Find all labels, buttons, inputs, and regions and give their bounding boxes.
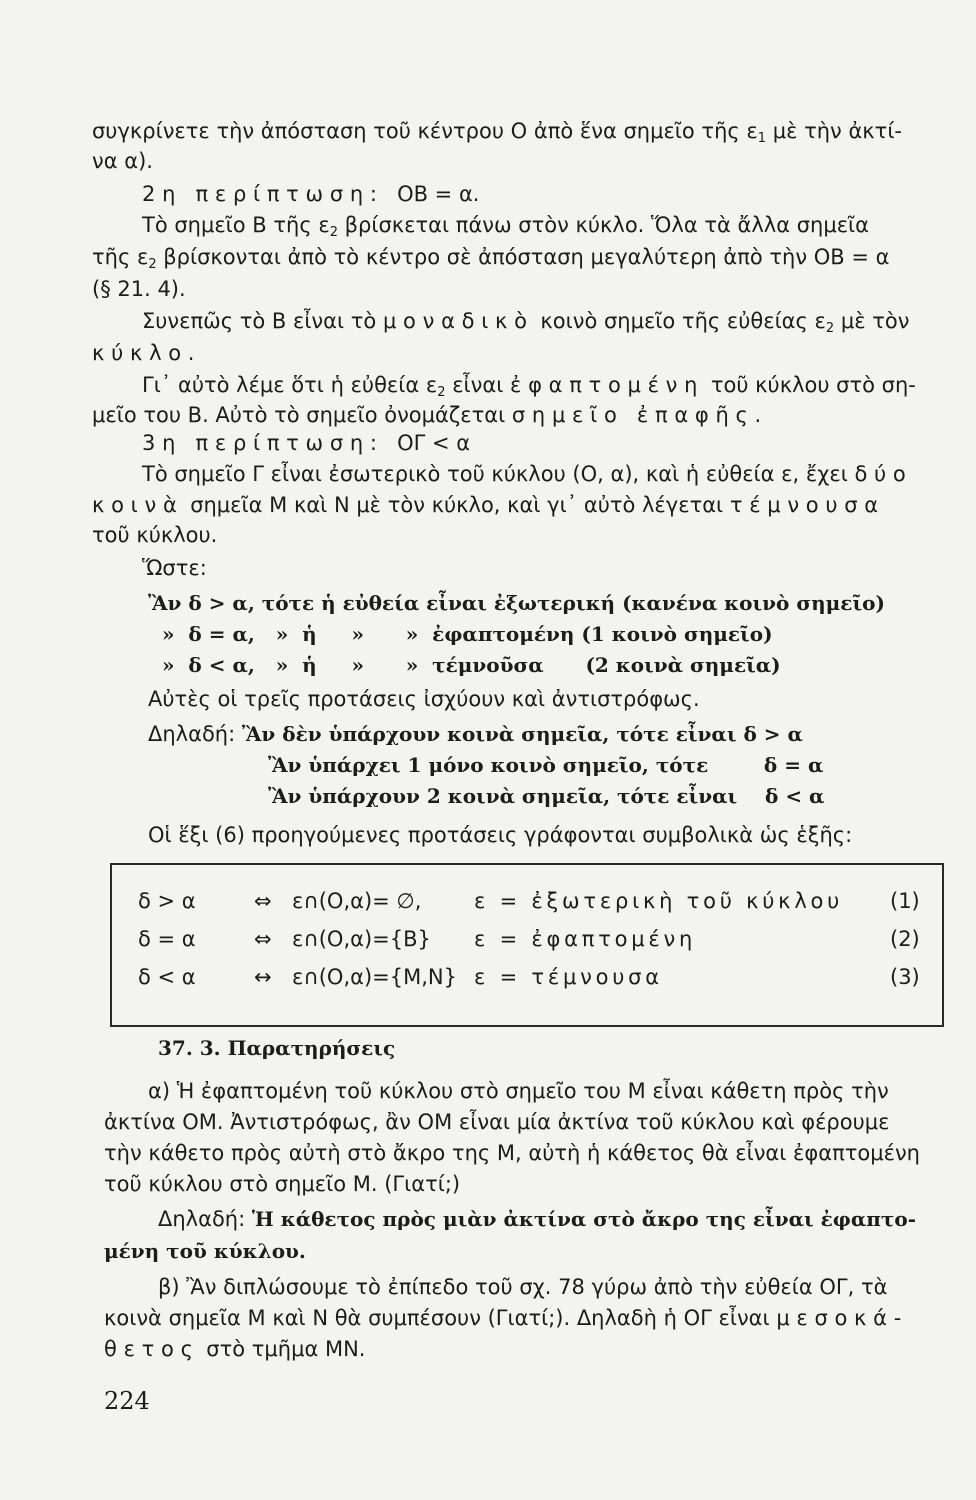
text-line: β) Ἂν διπλώσουμε τὸ ἐπίπεδο τοῦ σχ. 78 γύρω ἀπὸ τὴν εὐθεία ΟΓ, τὰ bbox=[158, 1275, 888, 1299]
text-line: να α). bbox=[92, 149, 153, 173]
page-number: 224 bbox=[104, 1387, 150, 1415]
text-line: μεῖο του Β. Αὐτὸ τὸ σημεῖο ὀνομάζεται σημεῖο ἐπαφῆς. bbox=[92, 403, 768, 427]
text-line: μένη τοῦ κύκλου. bbox=[104, 1239, 306, 1263]
rule-line: » δ = α, » ἡ » » ἐφαπτομένη (1 κοινὸ σημεῖο) bbox=[162, 622, 773, 646]
box-row: δ < α ↔ ε∩(Ο,α)={Μ,Ν} ε = τέμνουσα (3) bbox=[138, 965, 920, 989]
text-line: α) Ἡ ἐφαπτομένη τοῦ κύκλου στὸ σημεῖο του Μ εἶναι κάθετη πρὸς τὴν bbox=[148, 1079, 889, 1103]
text-line: κοινὰ σημεῖα Μ καὶ Ν θὰ συμπέσουν (Γιατί;). Δηλαδὴ ἡ ΟΓ εἶναι μεσοκά- bbox=[104, 1306, 909, 1330]
text-line: Γι᾽ αὐτὸ λέμε ὅτι ἡ εὐθεία $\varepsilon_2$ εἶναι ἐφαπτομένη τοῦ κύκλου στὸ ση- bbox=[142, 373, 916, 400]
text-line: τοῦ κύκλου στὸ σημεῖο Μ. (Γιατί;) bbox=[104, 1172, 461, 1196]
text-line: τὴν κάθετο πρὸς αὐτὴ στὸ ἄκρο της Μ, αὐτὴ ἡ κάθετος θὰ εἶναι ἐφαπτομένη bbox=[104, 1141, 920, 1165]
text-line: τοῦ κύκλου. bbox=[92, 523, 218, 547]
case2-heading: 2η περίπτωση: ΟΒ = α. bbox=[142, 182, 480, 206]
text-line: ἀκτίνα ΟΜ. Ἀντιστρόφως, ἂν ΟΜ εἶναι μία ἀκτίνα τοῦ κύκλου καὶ φέρουμε bbox=[104, 1110, 890, 1134]
text-line: Αὐτὲς οἱ τρεῖς προτάσεις ἰσχύουν καὶ ἀντιστρόφως. bbox=[148, 687, 700, 711]
text-line: Τὸ σημεῖο Β τῆς $\varepsilon_2$ βρίσκεται πάνω στὸν κύκλο. Ὅλα τὰ ἄλλα σημεῖα bbox=[142, 213, 869, 240]
section-heading: 37. 3. Παρατηρήσεις bbox=[158, 1036, 396, 1060]
text-line: κοινὰ σημεῖα Μ καὶ Ν μὲ τὸν κύκλο, καὶ γι᾽ αὐτὸ λέγεται τέμνουσα bbox=[92, 493, 885, 517]
box-row: δ > α ⇔ ε∩(Ο,α)= ∅, ε = ἐξωτερικὴ τοῦ κύκλου (1) bbox=[112, 881, 942, 921]
text-line: θετος στὸ τμῆμα ΜΝ. bbox=[104, 1337, 366, 1361]
box-desc: ε = ἐξωτερικὴ τοῦ κύκλου bbox=[474, 889, 844, 913]
text-line: Τὸ σημεῖο Γ εἶναι ἐσωτερικὸ τοῦ κύκλου (Ο, α), καὶ ἡ εὐθεία ε, ἔχει δύο bbox=[142, 462, 913, 486]
text-line: Οἱ ἕξι (6) προηγούμενες προτάσεις γράφονται συμβολικὰ ὡς ἑξῆς: bbox=[148, 823, 853, 847]
text-line: συγκρίνετε τὴν ἀπόσταση τοῦ κέντρου Ο ἀπὸ ἕνα σημεῖο τῆς $\varepsilon_1$ μὲ τὴν ἀκτί- bbox=[92, 119, 902, 146]
namely-line: Ἂν ὑπάρχει 1 μόνο κοινὸ σημεῖο, τότε δ = α bbox=[268, 753, 824, 777]
symbolic-summary-box bbox=[110, 863, 944, 1027]
text-line: Δηλαδή: Ἡ κάθετος πρὸς μιὰν ἀκτίνα στὸ ἄκρο της εἶναι ἐφαπτο- bbox=[158, 1207, 916, 1231]
rule-line: Ἂν δ > α, τότε ἡ εὐθεία εἶναι ἐξωτερική (κανένα κοινὸ σημεῖο) bbox=[148, 591, 885, 615]
rule-line: » δ < α, » ἡ » » τέμνοῦσα (2 κοινὰ σημεῖα) bbox=[162, 653, 781, 677]
text-line: Ὥστε: bbox=[142, 556, 207, 580]
text-line: Συνεπῶς τὸ Β εἶναι τὸ μοναδικὸ κοινὸ σημεῖο τῆς εὐθείας $\varepsilon_2$ μὲ τὸν bbox=[142, 309, 910, 336]
text-line: κύκλο. bbox=[92, 341, 202, 365]
namely-line: Δηλαδή: Ἂν δὲν ὑπάρχουν κοινὰ σημεῖα, τότε εἶναι δ > α bbox=[148, 722, 803, 746]
box-row: δ = α ⇔ ε∩(Ο,α)={Β} ε = ἐφαπτομένη (2) bbox=[138, 927, 920, 951]
text-line: τῆς $\varepsilon_2$ βρίσκονται ἀπὸ τὸ κέντρο σὲ ἀπόσταση μεγαλύτερη ἀπὸ τὴν ΟΒ = α bbox=[92, 245, 890, 272]
namely-line: Ἂν ὑπάρχουν 2 κοινὰ σημεῖα, τότε εἶναι δ < α bbox=[268, 784, 825, 808]
case3-heading: 3η περίπτωση: ΟΓ < α bbox=[142, 431, 471, 455]
text-line: (§ 21. 4). bbox=[92, 277, 186, 301]
